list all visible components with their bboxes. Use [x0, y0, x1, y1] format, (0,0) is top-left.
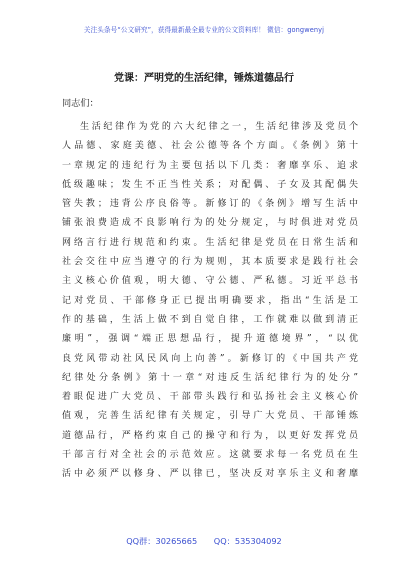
paragraph-line-text: 着眼促进广大党员、干部带头践行和弘扬社会主义核心价	[62, 392, 358, 403]
paragraph-line	[62, 214, 358, 233]
paragraph-line-text: 铺张浪费造成不良影响行为的处分规定，与时俱进对党员	[62, 218, 358, 229]
paragraph-line-text: 廉明”，强调“端正思想品行，提升道德境界”，“以优	[62, 334, 358, 345]
paragraph-line-text: 活中必须严以修身、严以律已，坚决反对享乐主义和奢靡	[62, 469, 358, 480]
paragraph-line	[62, 330, 358, 349]
paragraph-line	[62, 195, 358, 214]
paragraph-line	[62, 350, 358, 369]
paragraph-line-text: 网络言行进行规范和约束。生活纪律是党员在日常生活和	[62, 237, 358, 248]
paragraph-line	[62, 272, 358, 291]
paragraph-line-text: 纪律处分条例》第十一章“对违反生活纪律行为的处分”	[62, 372, 358, 383]
paragraph-line	[62, 176, 358, 195]
paragraph-line	[62, 446, 358, 465]
paragraph-line	[62, 311, 358, 330]
paragraph-line-text: 值观，完善生活纪律有关规定，引导广大党员、干部锤炼	[62, 411, 358, 422]
footer-qq-group: QQ群：30265665	[126, 536, 198, 546]
paragraph-line-text: 人品德、家庭美德、社会公德等各个方面。《条例》第十	[62, 141, 358, 152]
paragraph-line-text: 低级趣味；发生不正当性关系；对配偶、子女及其配偶失	[62, 179, 358, 190]
header-note: 关注头条号“公文研究”，获得最新最全最专业的公文资料库！ 微信：gongwenyj	[83, 26, 325, 34]
document-title: 党课：严明党的生活纪律，锤炼道德品行	[114, 73, 294, 84]
paragraph-line	[62, 234, 358, 253]
paragraph-line	[62, 407, 358, 426]
paragraph-line-text: 良党风带动社风民风向上向善”。新修订的《中国共产党	[62, 353, 358, 364]
body-paragraph	[62, 118, 358, 485]
paragraph-line	[62, 465, 358, 484]
paragraph-line-text: 作的基础，生活上做不到自觉自律，工作就难以做到清正	[62, 314, 358, 325]
paragraph-line	[62, 157, 358, 176]
paragraph-line	[62, 118, 358, 137]
paragraph-line-text: 主义核心价值观，明大德、守公德、严私德。习近平总书	[62, 276, 358, 287]
paragraph-line-text: 一章规定的违纪行为主要包括以下几类：奢靡享乐、追求	[62, 160, 358, 171]
paragraph-line-text: 生活纪律作为党的六大纪律之一，生活纪律涉及党员个	[80, 122, 358, 132]
paragraph-line	[62, 369, 358, 388]
paragraph-line	[62, 253, 358, 272]
paragraph-line	[62, 388, 358, 407]
paragraph-line-text: 记对党员、干部修身正已提出明确要求，指出“生活是工	[62, 295, 358, 306]
footer	[0, 536, 408, 547]
paragraph-line	[62, 137, 358, 156]
paragraph-line-text: 干部言行对全社会的示范效应。这就要求每一名党员在生	[62, 450, 358, 461]
paragraph-line-text: 道德品行，严格约束自己的操守和行为，以更好发挥党员	[62, 430, 358, 441]
salutation: 同志们：	[62, 98, 99, 109]
paragraph-line-text: 社会交往中应当遵守的行为规则，其本质要求是践行社会	[62, 257, 358, 268]
paragraph-line	[62, 292, 358, 311]
paragraph-line	[62, 427, 358, 446]
footer-qq-contact: QQ：535304092	[213, 536, 282, 546]
paragraph-line-text: 管失教；违背公序良俗等。新修订的《条例》增写生活中	[62, 199, 358, 210]
